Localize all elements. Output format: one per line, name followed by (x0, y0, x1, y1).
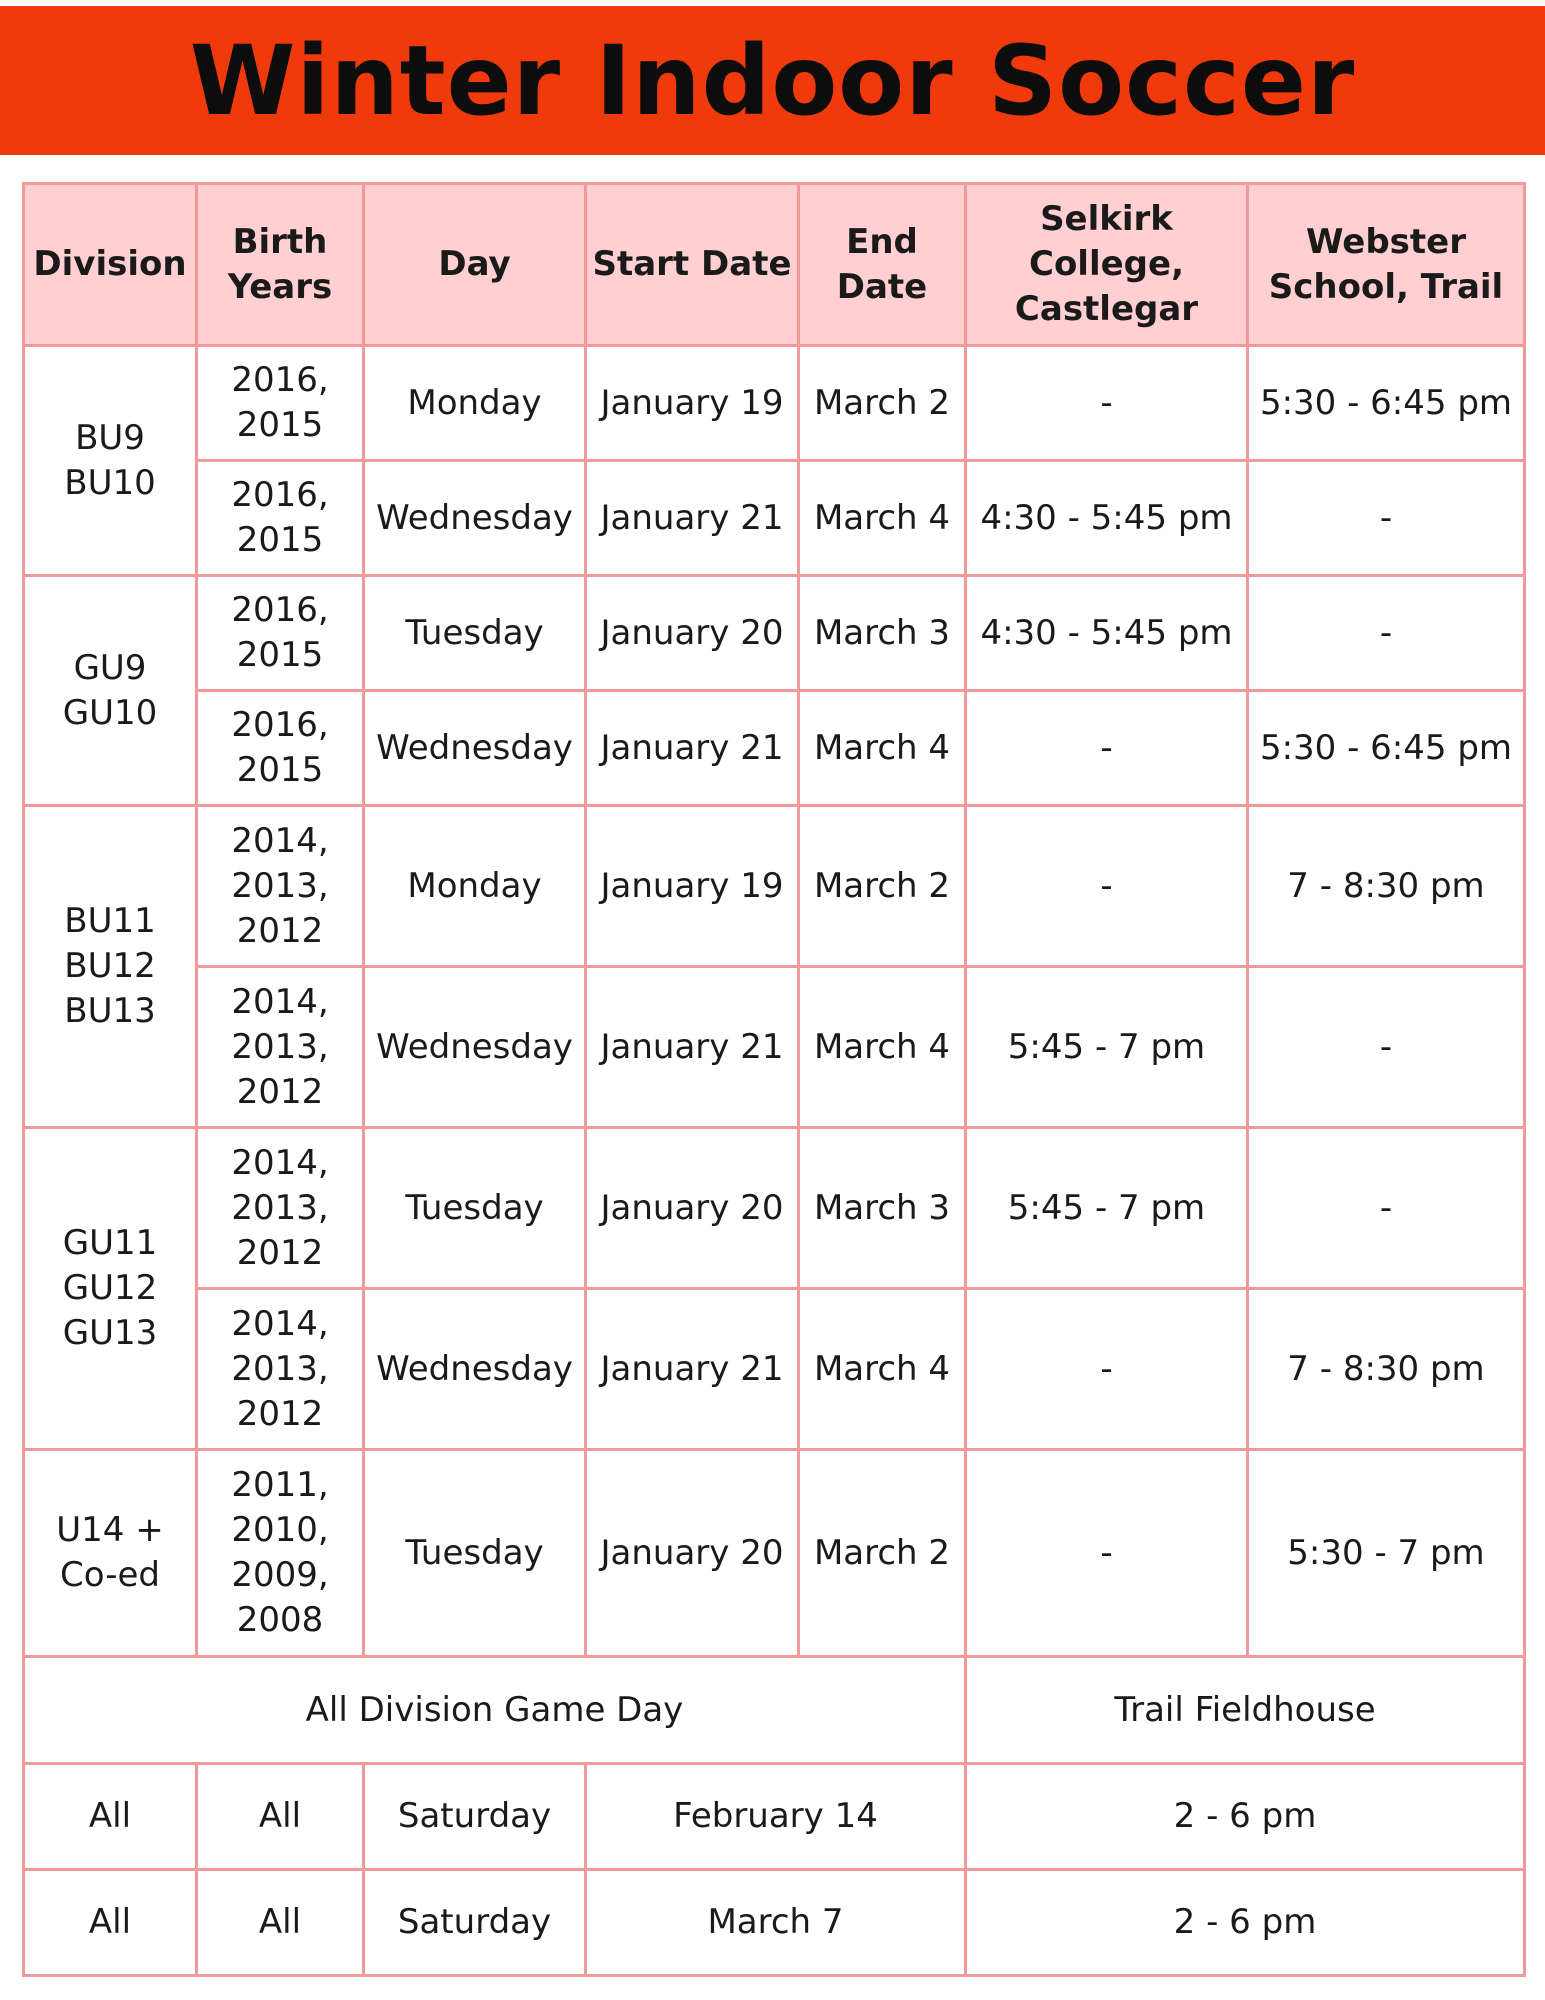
header-webster: Webster School, Trail (1248, 184, 1525, 346)
day-cell: Tuesday (364, 1450, 586, 1657)
table-row (24, 691, 1525, 806)
webster-time-cell: - (1248, 461, 1525, 576)
start-date-cell: January 21 (586, 967, 799, 1128)
division-cell: U14 + Co-ed (24, 1450, 197, 1657)
selkirk-time-cell: 4:30 - 5:45 pm (966, 461, 1248, 576)
division-cell: BU11 BU12 BU13 (24, 806, 197, 1128)
header-selkirk: Selkirk College, Castlegar (966, 184, 1248, 346)
end-date-cell: March 4 (799, 461, 966, 576)
header-day: Day (364, 184, 586, 346)
day-cell: Monday (364, 806, 586, 967)
selkirk-time-cell: 5:45 - 7 pm (966, 1128, 1248, 1289)
selkirk-time-cell: - (966, 1450, 1248, 1657)
birth-years-cell: 2014, 2013, 2012 (197, 967, 364, 1128)
end-date-cell: March 2 (799, 806, 966, 967)
selkirk-time-cell: 4:30 - 5:45 pm (966, 576, 1248, 691)
game-time-cell: 2 - 6 pm (966, 1764, 1525, 1870)
game-date-cell: February 14 (586, 1764, 966, 1870)
end-date-cell: March 4 (799, 1289, 966, 1450)
webster-time-cell: 5:30 - 7 pm (1248, 1450, 1525, 1657)
end-date-cell: March 4 (799, 967, 966, 1128)
end-date-cell: March 4 (799, 691, 966, 806)
division-cell: All (24, 1870, 197, 1976)
end-date-cell: March 2 (799, 1450, 966, 1657)
start-date-cell: January 21 (586, 1289, 799, 1450)
selkirk-time-cell: - (966, 1289, 1248, 1450)
start-date-cell: January 20 (586, 1128, 799, 1289)
day-cell: Wednesday (364, 461, 586, 576)
header-start-date: Start Date (586, 184, 799, 346)
table-row (24, 576, 1525, 691)
page-title: Winter Indoor Soccer (189, 24, 1356, 137)
division-cell: GU11 GU12 GU13 (24, 1128, 197, 1450)
division-cell: GU9 GU10 (24, 576, 197, 806)
birth-years-cell: 2016, 2015 (197, 346, 364, 461)
division-cell: All (24, 1764, 197, 1870)
day-cell: Tuesday (364, 576, 586, 691)
header-division: Division (24, 184, 197, 346)
start-date-cell: January 19 (586, 806, 799, 967)
table-row (24, 1289, 1525, 1450)
table-row (24, 1128, 1525, 1289)
birth-years-cell: 2014, 2013, 2012 (197, 1128, 364, 1289)
game-date-cell: March 7 (586, 1870, 966, 1976)
selkirk-time-cell: - (966, 691, 1248, 806)
game-day-label: All Division Game Day (24, 1657, 966, 1764)
selkirk-time-cell: - (966, 806, 1248, 967)
end-date-cell: March 3 (799, 1128, 966, 1289)
table-row (24, 346, 1525, 461)
game-day-location: Trail Fieldhouse (966, 1657, 1525, 1764)
start-date-cell: January 20 (586, 1450, 799, 1657)
game-day-row (24, 1764, 1525, 1870)
table-row (24, 967, 1525, 1128)
webster-time-cell: - (1248, 967, 1525, 1128)
webster-time-cell: 5:30 - 6:45 pm (1248, 346, 1525, 461)
birth-years-cell: All (197, 1870, 364, 1976)
birth-years-cell: 2014, 2013, 2012 (197, 1289, 364, 1450)
birth-years-cell: 2014, 2013, 2012 (197, 806, 364, 967)
day-cell: Wednesday (364, 1289, 586, 1450)
game-time-cell: 2 - 6 pm (966, 1870, 1525, 1976)
end-date-cell: March 3 (799, 576, 966, 691)
webster-time-cell: - (1248, 576, 1525, 691)
webster-time-cell: 7 - 8:30 pm (1248, 1289, 1525, 1450)
webster-time-cell: 5:30 - 6:45 pm (1248, 691, 1525, 806)
start-date-cell: January 21 (586, 461, 799, 576)
webster-time-cell: 7 - 8:30 pm (1248, 806, 1525, 967)
start-date-cell: January 20 (586, 576, 799, 691)
day-cell: Tuesday (364, 1128, 586, 1289)
end-date-cell: March 2 (799, 346, 966, 461)
start-date-cell: January 19 (586, 346, 799, 461)
selkirk-time-cell: - (966, 346, 1248, 461)
division-cell: BU9 BU10 (24, 346, 197, 576)
birth-years-cell: 2011, 2010, 2009, 2008 (197, 1450, 364, 1657)
birth-years-cell: 2016, 2015 (197, 691, 364, 806)
game-day-row (24, 1870, 1525, 1976)
header-end-date: End Date (799, 184, 966, 346)
day-cell: Wednesday (364, 691, 586, 806)
webster-time-cell: - (1248, 1128, 1525, 1289)
table-row (24, 806, 1525, 967)
game-day-header-row (24, 1657, 1525, 1764)
day-cell: Saturday (364, 1764, 586, 1870)
day-cell: Wednesday (364, 967, 586, 1128)
birth-years-cell: All (197, 1764, 364, 1870)
day-cell: Saturday (364, 1870, 586, 1976)
header-row (24, 184, 1525, 346)
table-row (24, 1450, 1525, 1657)
table-row (24, 461, 1525, 576)
start-date-cell: January 21 (586, 691, 799, 806)
title-banner (0, 6, 1545, 155)
schedule-table (22, 182, 1526, 1977)
birth-years-cell: 2016, 2015 (197, 576, 364, 691)
header-birth-years: Birth Years (197, 184, 364, 346)
selkirk-time-cell: 5:45 - 7 pm (966, 967, 1248, 1128)
day-cell: Monday (364, 346, 586, 461)
birth-years-cell: 2016, 2015 (197, 461, 364, 576)
